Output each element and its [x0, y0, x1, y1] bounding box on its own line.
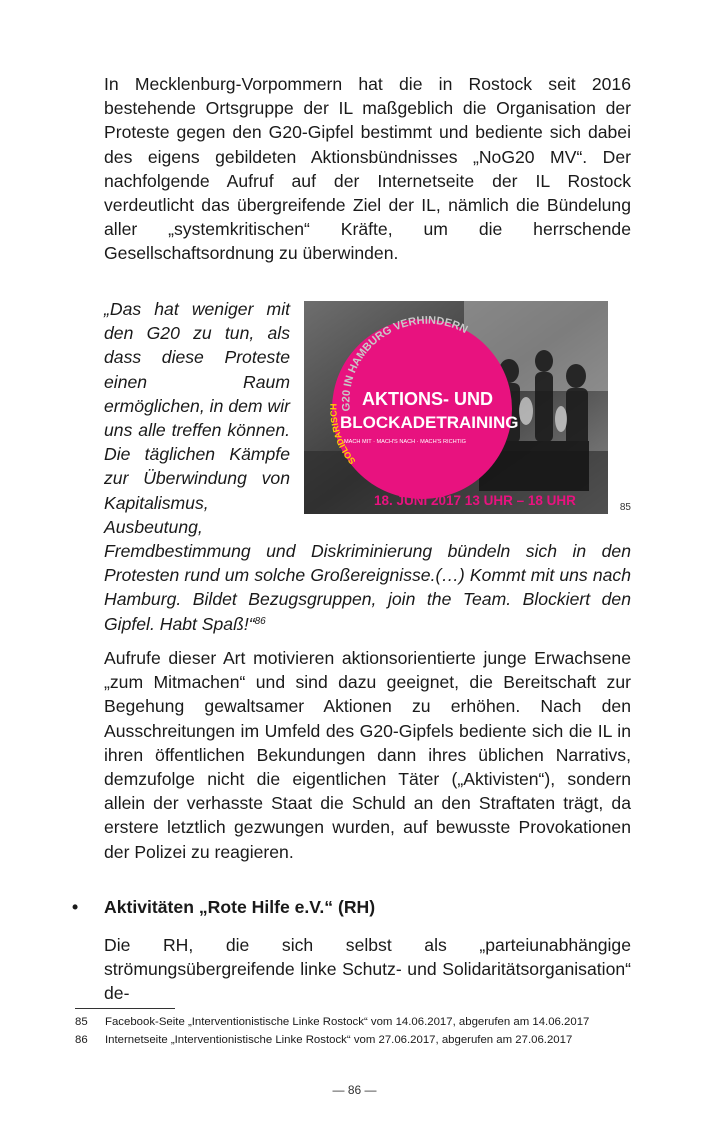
bullet-icon: •: [72, 897, 79, 917]
rh-paragraph: Die RH, die sich selbst als „parteiunabhängige strömungsübergreifende linke Schutz- und Solidaritätsorganisation“ de-: [104, 935, 631, 1004]
poster-tagline: MACH MIT · MACH'S NACH · MACH'S RICHTIG: [344, 439, 466, 445]
quote-body: „Das hat weniger mit den G20 zu tun, als dass diese Proteste einen Raum ermöglichen, in dem wir uns alle treffen können. Die täglichen Kämpfe zur Überwindung von Kapitalismus, Ausbeutung, Fremdbestimmung und Diskriminierung bündeln sich in den Protesten rund um solche Großereignisse.(…) Kommt mit uns nach Hamburg. Bildet Bezugsgruppen, join the Team. Blockiert den Gipfel. Habt Spaß!“: [104, 299, 631, 634]
footnote-text: Facebook-Seite „Interventionistische Linke Rostock“ vom 14.06.2017, abgerufen am 14.06.2017: [105, 1016, 590, 1028]
footnote-number: 85: [75, 1016, 88, 1028]
poster-heading-1: AKTIONS- UND: [362, 389, 493, 409]
quote-footnote-ref: 86: [254, 615, 266, 627]
footnote-text: Internetseite „Interventionistische Linke Rostock“ vom 27.06.2017, abgerufen am 27.06.2017: [105, 1034, 573, 1046]
section-title: Aktivitäten „Rote Hilfe e.V.“ (RH): [104, 897, 376, 917]
quote-block: [104, 297, 631, 636]
poster-image: [304, 301, 608, 514]
intro-paragraph: In Mecklenburg-Vorpommern hat die in Rostock seit 2016 bestehende Ortsgruppe der IL maßgeblich die Organisation der Proteste gegen den G20-Gipfel bestimmt und bediente sich dabei des eigens gebildeten Aktionsbündnisses „NoG20 MV“. Der nachfolgende Aufruf auf der Internetseite der IL Rostock verdeutlicht das übergreifende Ziel der IL, nämlich die Bündelung aller „systemkritischen“ Kräfte, um die herrschende Gesellschaftsordnung zu überwinden.: [104, 74, 631, 264]
footnote-86: [75, 1032, 635, 1048]
poster-date-banner: 18. JUNI 2017 13 UHR – 18 UHR: [374, 493, 576, 508]
analysis-paragraph: Aufrufe dieser Art motivieren aktionsorientierte junge Erwachsene „zum Mitmachen“ und sind dazu geeignet, die Bereitschaft zur Begehung gewaltsamer Aktionen zu erhöhen. Nach den Ausschreitungen im Umfeld des G20-Gipfels bediente sich die IL in ihren öffentlichen Bekundungen dann ihres üblichen Narrativs, demzufolge nicht die eigentlichen Täter („Aktivisten“), sondern allein der verhasste Staat die Schuld an den Straftaten trägt, da erstere letztlich gezwungen wurden, auf bewusste Provokationen der Polizei zu reagieren.: [104, 648, 631, 862]
figure-footnote-ref: 85: [619, 502, 631, 513]
footnote-number: 86: [75, 1034, 88, 1046]
poster-left-arc-text: SOLIDARISCH: [328, 403, 358, 467]
footnote-divider: [75, 1008, 175, 1009]
footnote-85: [75, 1014, 635, 1030]
campaign-poster-figure: [304, 301, 631, 514]
poster-circle: [332, 319, 512, 499]
poster-arc-text: G20 IN HAMBURG VERHINDERN: [340, 314, 470, 412]
poster-heading-2: BLOCKADETRAINING: [340, 413, 519, 432]
page-number: — 86 —: [332, 1083, 377, 1097]
